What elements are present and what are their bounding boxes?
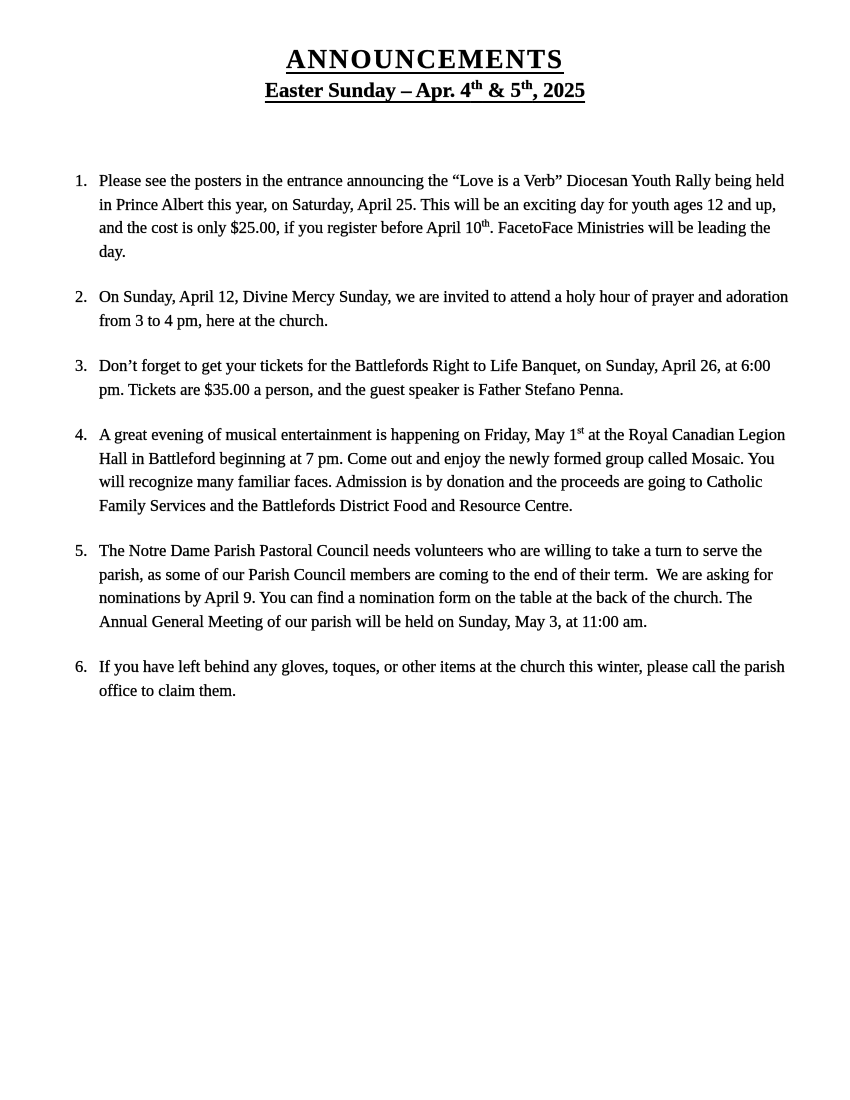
page-subtitle-text	[265, 78, 585, 103]
item-number: 3.	[75, 356, 88, 376]
announcement-item-6	[75, 655, 798, 702]
announcement-item-3	[75, 354, 798, 401]
text-segment: th	[481, 218, 490, 230]
announcements-list	[0, 103, 850, 702]
item-text	[99, 354, 798, 401]
document-header	[0, 0, 850, 103]
announcement-item-2	[75, 285, 798, 332]
item-text	[99, 655, 798, 702]
text-segment: th	[520, 77, 533, 93]
text-segment: The Notre Dame Parish Pastoral Council needs volunteers who are willing to take a turn to serve the parish, as some of our Parish Council members are coming to the end of their term. We are asking for nominations by April 9. You can find a nomination form on the table at the back of the church. The Annual General Meeting of our parish will be held on Sunday, May 3, at 11:00 am.	[99, 541, 773, 631]
item-text	[99, 539, 798, 633]
page-title: ANNOUNCEMENTS	[285, 44, 565, 74]
text-segment: st	[577, 425, 585, 437]
item-text	[99, 423, 798, 517]
item-text	[99, 169, 798, 263]
page-subtitle	[0, 78, 850, 103]
announcement-item-1	[75, 169, 798, 263]
text-segment: at the Royal Canadian Legion Hall in Battleford beginning at 7 pm. Come out and enjoy the newly formed group called Mosaic. You will recognize many familiar faces. Admission is by donation and the proceeds are going to Catholic Family Services and the Battlefords District Food and Resource Centre.	[99, 425, 786, 515]
text-segment: On Sunday, April 12, Divine Mercy Sunday, we are invited to attend a holy hour of prayer and adoration from 3 to 4 pm, here at the church.	[99, 287, 789, 330]
text-segment: th	[470, 77, 483, 93]
text-segment: A great evening of musical entertainment is happening on Friday, May 1	[99, 425, 578, 445]
announcement-item-5	[75, 539, 798, 633]
text-segment: If you have left behind any gloves, toques, or other items at the church this winter, please call the parish office to claim them.	[99, 657, 785, 700]
text-segment: . FacetoFace Ministries will be leading the day.	[99, 218, 771, 261]
text-segment: Please see the posters in the entrance announcing the “Love is a Verb” Diocesan Youth Rally being held in Prince Albert this year, on Saturday, April 25. This will be an exciting day for youth ages 12 and up, and the cost is only $25.00, if you register before April 10	[99, 171, 785, 238]
text-segment: Don’t forget to get your tickets for the Battlefords Right to Life Banquet, on Sunday, April 26, at 6:00 pm. Tickets are $35.00 a person, and the guest speaker is Father Stefano Penna.	[99, 356, 771, 399]
item-number: 1.	[75, 171, 88, 191]
item-number: 6.	[75, 657, 88, 677]
item-number: 5.	[75, 541, 88, 561]
announcement-item-4	[75, 423, 798, 517]
text-segment: Easter Sunday – Apr. 4	[264, 78, 471, 103]
item-text	[99, 285, 798, 332]
item-number: 4.	[75, 425, 88, 445]
text-segment: & 5	[482, 78, 521, 103]
item-number: 2.	[75, 287, 88, 307]
text-segment: , 2025	[532, 78, 586, 103]
